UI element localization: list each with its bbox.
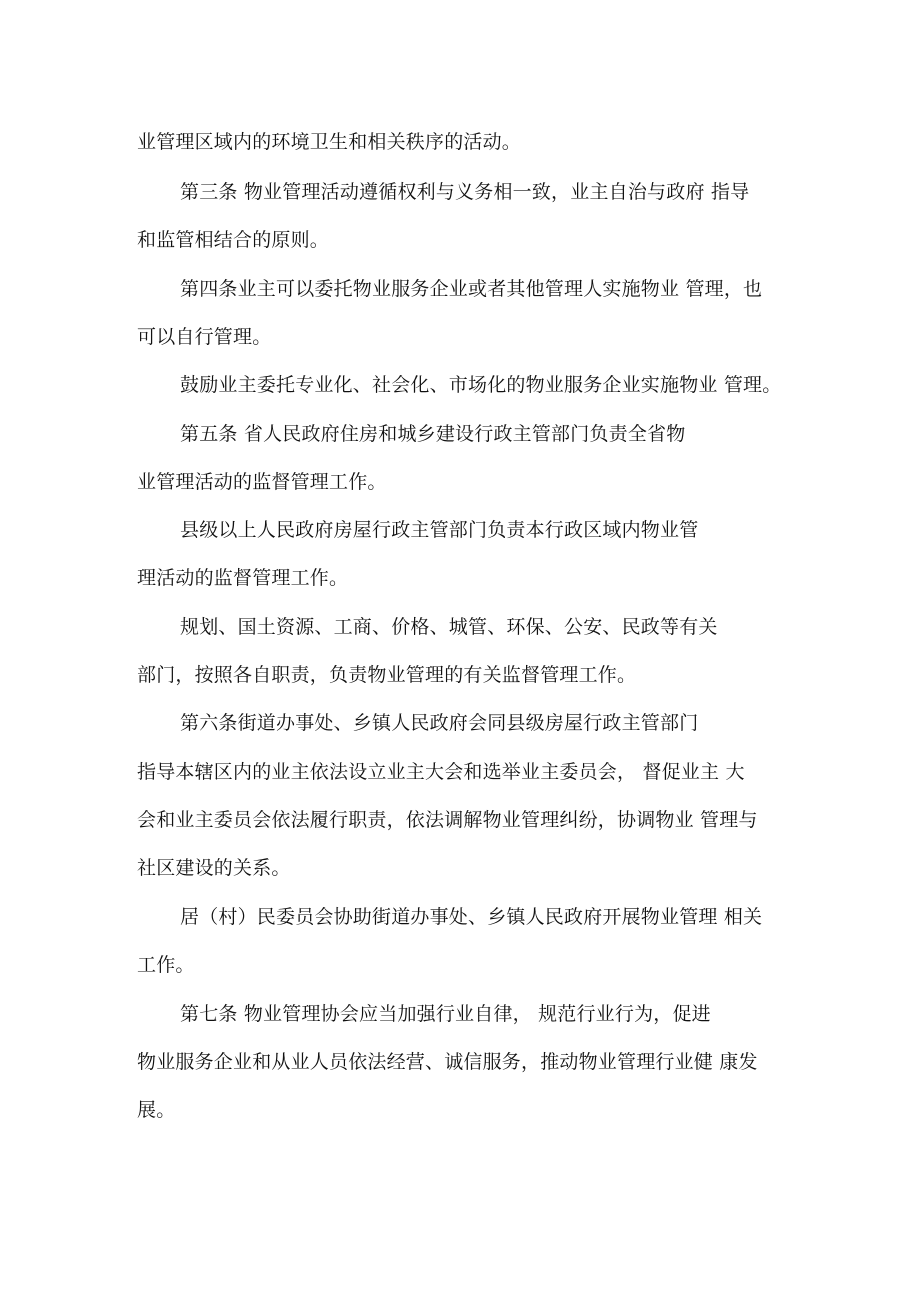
text-line: 县级以上人民政府房屋行政主管部门负责本行政区域内物业管 — [180, 519, 699, 541]
text-line: 和监管相结合的原则。 — [137, 229, 330, 251]
text-line: 第七条 物业管理协会应当加强行业自律， 规范行业行为，促进 — [180, 1003, 711, 1025]
text-line: 业管理区域内的环境卫生和相关秩序的活动。 — [137, 131, 522, 153]
text-line: 可以自行管理。 — [137, 326, 272, 348]
text-line: 第四条业主可以委托物业服务企业或者其他管理人实施物业 管理，也 — [180, 278, 763, 300]
text-line: 第三条 物业管理活动遵循权利与义务相一致，业主自治与政府 指导 — [180, 181, 750, 203]
text-line: 居（村）民委员会协助街道办事处、乡镇人民政府开展物业管理 相关 — [180, 906, 763, 928]
text-line: 社区建设的关系。 — [137, 857, 291, 879]
text-line: 展。 — [137, 1099, 176, 1121]
text-line: 第五条 省人民政府住房和城乡建设行政主管部门负责全省物 — [180, 423, 686, 445]
text-line: 第六条街道办事处、乡镇人民政府会同县级房屋行政主管部门 — [180, 712, 699, 734]
text-line: 部门，按照各自职责，负责物业管理的有关监督管理工作。 — [137, 664, 637, 686]
text-line: 物业服务企业和从业人员依法经营、诚信服务，推动物业管理行业健 康发 — [137, 1051, 758, 1073]
text-line: 鼓励业主委托专业化、社会化、市场化的物业服务企业实施物业 管理。 — [180, 374, 782, 396]
text-line: 指导本辖区内的业主依法设立业主大会和选举业主委员会， 督促业主 大 — [137, 761, 745, 783]
text-line: 业管理活动的监督管理工作。 — [137, 471, 387, 493]
text-line: 理活动的监督管理工作。 — [137, 567, 349, 589]
text-line: 规划、国土资源、工商、价格、城管、环保、公安、民政等有关 — [180, 616, 718, 638]
text-line: 工作。 — [137, 954, 195, 976]
text-line: 会和业主委员会依法履行职责，依法调解物业管理纠纷，协调物业 管理与 — [137, 809, 758, 831]
